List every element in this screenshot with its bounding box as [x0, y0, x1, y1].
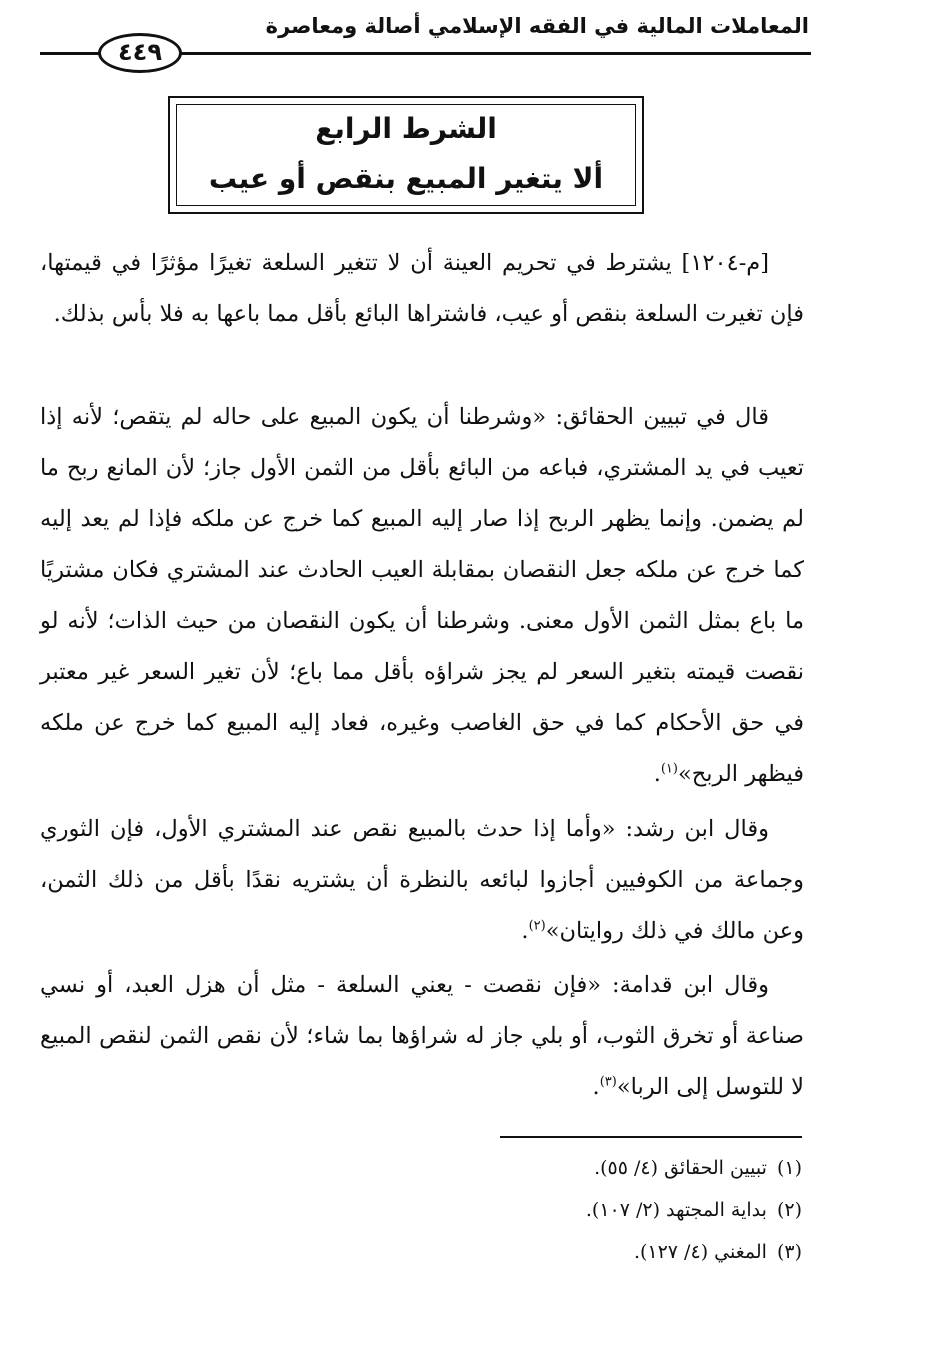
footnote-3-number: (٣) [776, 1241, 802, 1263]
paragraph-3 [40, 804, 804, 957]
paragraph-2-end: . [653, 761, 661, 787]
footnote-2-number: (٢) [776, 1199, 802, 1221]
paragraph-1 [40, 238, 804, 340]
paragraph-3-end: . [521, 918, 529, 944]
footnote-ref-2: (٢) [528, 918, 546, 934]
section-title-line-1: الشرط الرابع [315, 112, 497, 145]
footnote-2-text: بداية المجتهد (٢/ ١٠٧). [585, 1199, 767, 1221]
footnote-1-number: (١) [776, 1157, 802, 1179]
footnote-ref-1: (١) [660, 761, 678, 777]
footnote-ref-3: (٣) [599, 1074, 617, 1090]
paragraph-3-text: وقال ابن رشد: «وأما إذا حدث بالمبيع نقص عند المشتري الأول، فإن الثوري وجماعة من الكوفيين أجازوا لبائعه بالنظرة أن يشتريه نقدًا بأقل من ذلك الثمن، وعن مالك في ذلك روايتان» [40, 816, 804, 944]
footnote-2 [586, 1198, 802, 1222]
section-title-line-2: ألا يتغير المبيع بنقص أو عيب [208, 162, 604, 195]
section-title-box [168, 96, 644, 214]
paragraph-2 [40, 392, 804, 800]
footnote-3-text: المغني (٤/ ١٢٧). [633, 1241, 767, 1263]
paragraph-4-end: . [592, 1074, 600, 1100]
footnote-separator [500, 1136, 802, 1138]
running-header-title: المعاملات المالية في الفقه الإسلامي أصالة ومعاصرة [265, 14, 809, 38]
paragraph-1-text: [م-١٢٠٤] يشترط في تحريم العينة أن لا تتغير السلعة تغيرًا مؤثرًا في قيمتها، فإن تغيرت السلعة بنقص أو عيب، فاشتراها البائع بأقل مما باعها به فلا بأس بذلك. [40, 250, 804, 327]
footnote-1 [594, 1156, 802, 1180]
paragraph-4-text: وقال ابن قدامة: «فإن نقصت - يعني السلعة - مثل أن هزل العبد، أو نسي صناعة أو تخرق الثوب، أو بلي جاز له شراؤها بما شاء؛ لأن نقص الثمن لنقص المبيع لا للتوسل إلى الربا» [40, 972, 804, 1100]
page-number: ٤٤٩ [98, 33, 182, 73]
footnote-1-text: تبيين الحقائق (٤/ ٥٥). [594, 1157, 767, 1179]
footnote-3 [634, 1240, 802, 1264]
paragraph-4 [40, 960, 804, 1113]
paragraph-2-text: قال في تبيين الحقائق: «وشرطنا أن يكون المبيع على حاله لم يتقص؛ لأنه إذا تعيب في يد المشتري، فباعه من البائع بأقل من الثمن الأول جاز؛ لأن المانع ربح ما لم يضمن. وإنما يظهر الربح إذا صار إليه المبيع كما خرج عن ملكه فإذا لم يعد إليه كما خرج عن ملكه جعل النقصان بمقابلة العيب الحادث عند المشتري فكان مشتريًا ما باع بمثل الثمن الأول معنى. وشرطنا أن يكون النقصان من حيث الذات؛ لأنه لو نقصت قيمته بتغير السعر لم يجز شراؤه بأقل مما باع؛ لأن تغير السعر غير معتبر في حق الأحكام كما في حق الغاصب وغيره، فعاد إليه المبيع كما خرج عن ملكه فيظهر الربح» [40, 404, 804, 787]
